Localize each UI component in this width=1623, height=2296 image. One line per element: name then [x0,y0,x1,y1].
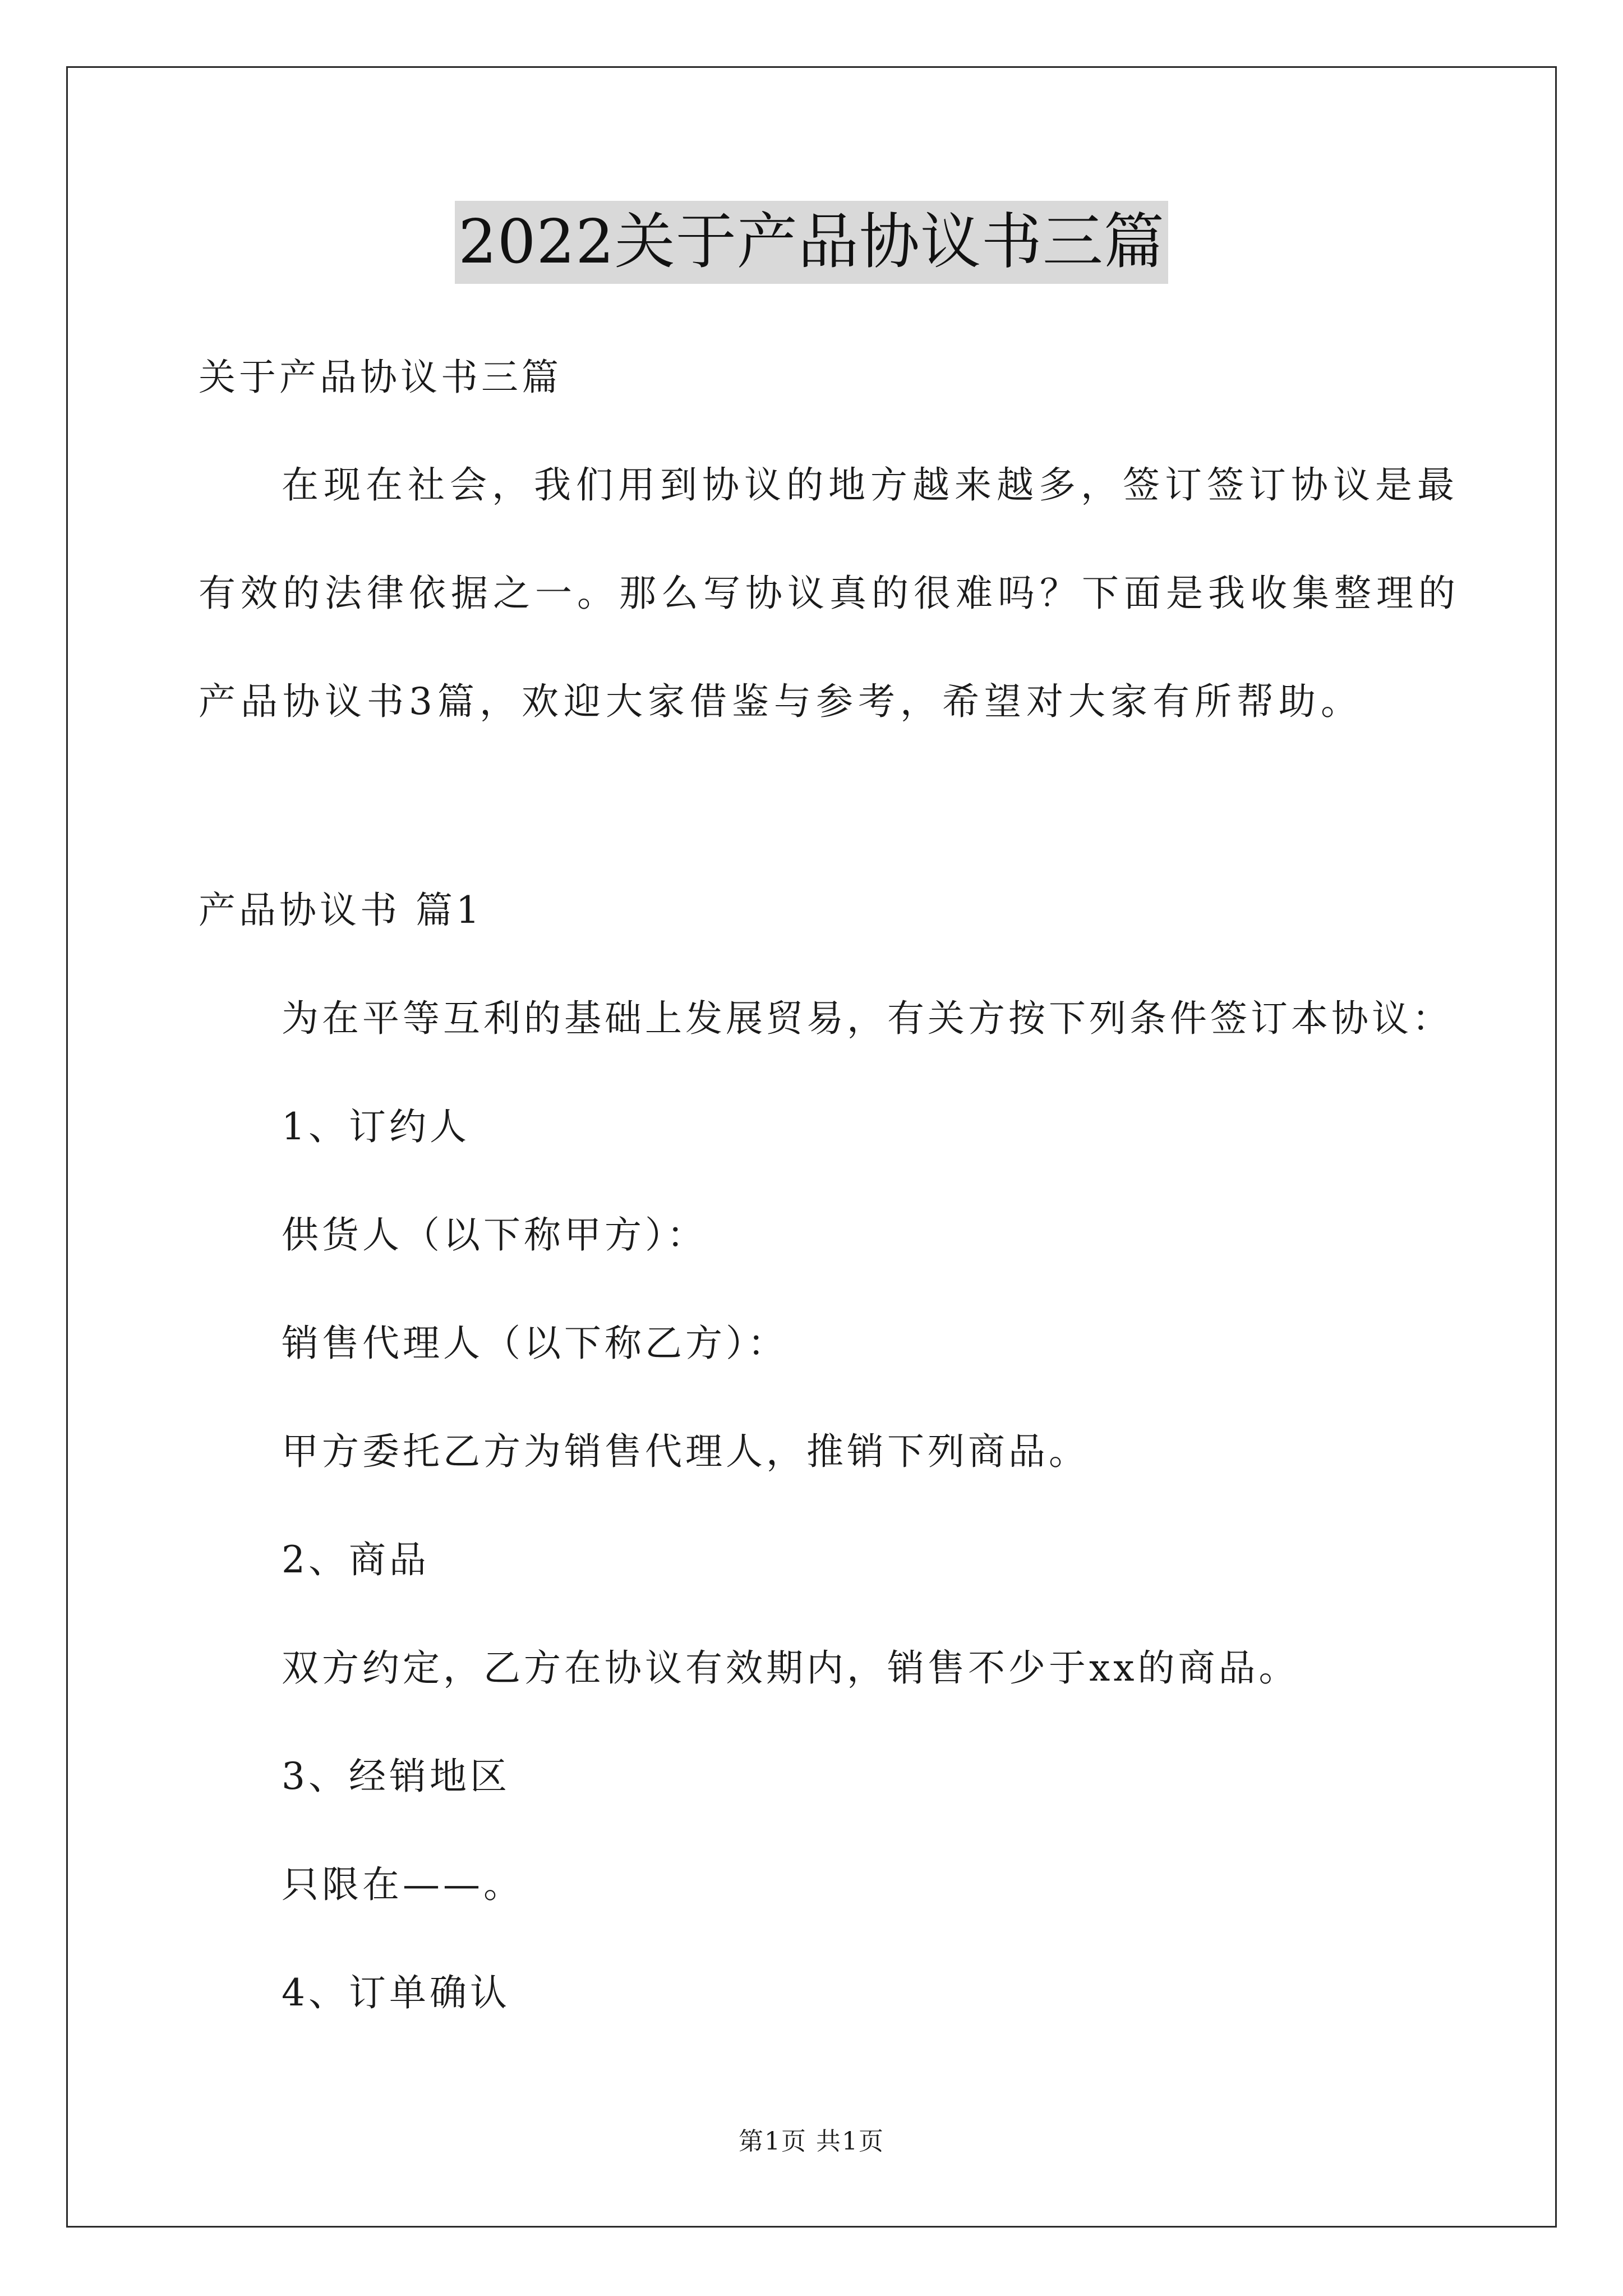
body-line-8: 3、经销地区 [282,1755,510,1798]
body-line-6: 2、商品 [282,1538,430,1581]
body-line-1: 为在平等互利的基础上发展贸易，有关方按下列条件签订本协议： [282,997,1453,1040]
intro-line-2: 有效的法律依据之一。那么写协议真的很难吗？下面是我收集整理的 [199,572,1460,615]
page-footer: 第1页 共1页 [739,2127,884,2156]
body-line-9: 只限在——。 [282,1863,524,1906]
section-heading: 产品协议书 篇1 [199,889,483,932]
body-line-4: 销售代理人（以下称乙方）： [282,1322,788,1365]
document-subtitle: 关于产品协议书三篇 [199,356,562,399]
document-title: 2022关于产品协议书三篇 [455,201,1168,284]
body-line-3: 供货人（以下称甲方）： [282,1213,707,1257]
body-line-2: 1、订约人 [282,1105,470,1148]
intro-line-1: 在现在社会，我们用到协议的地方越来越多，签订签订协议是最 [282,463,1459,507]
body-line-10: 4、订单确认 [282,1971,510,2014]
intro-line-3: 产品协议书3篇，欢迎大家借鉴与参考，希望对大家有所帮助。 [199,680,1363,723]
body-line-7: 双方约定，乙方在协议有效期内，销售不少于xx的商品。 [282,1646,1299,1690]
title-container [0,201,1623,284]
body-line-5: 甲方委托乙方为销售代理人，推销下列商品。 [282,1430,1089,1473]
